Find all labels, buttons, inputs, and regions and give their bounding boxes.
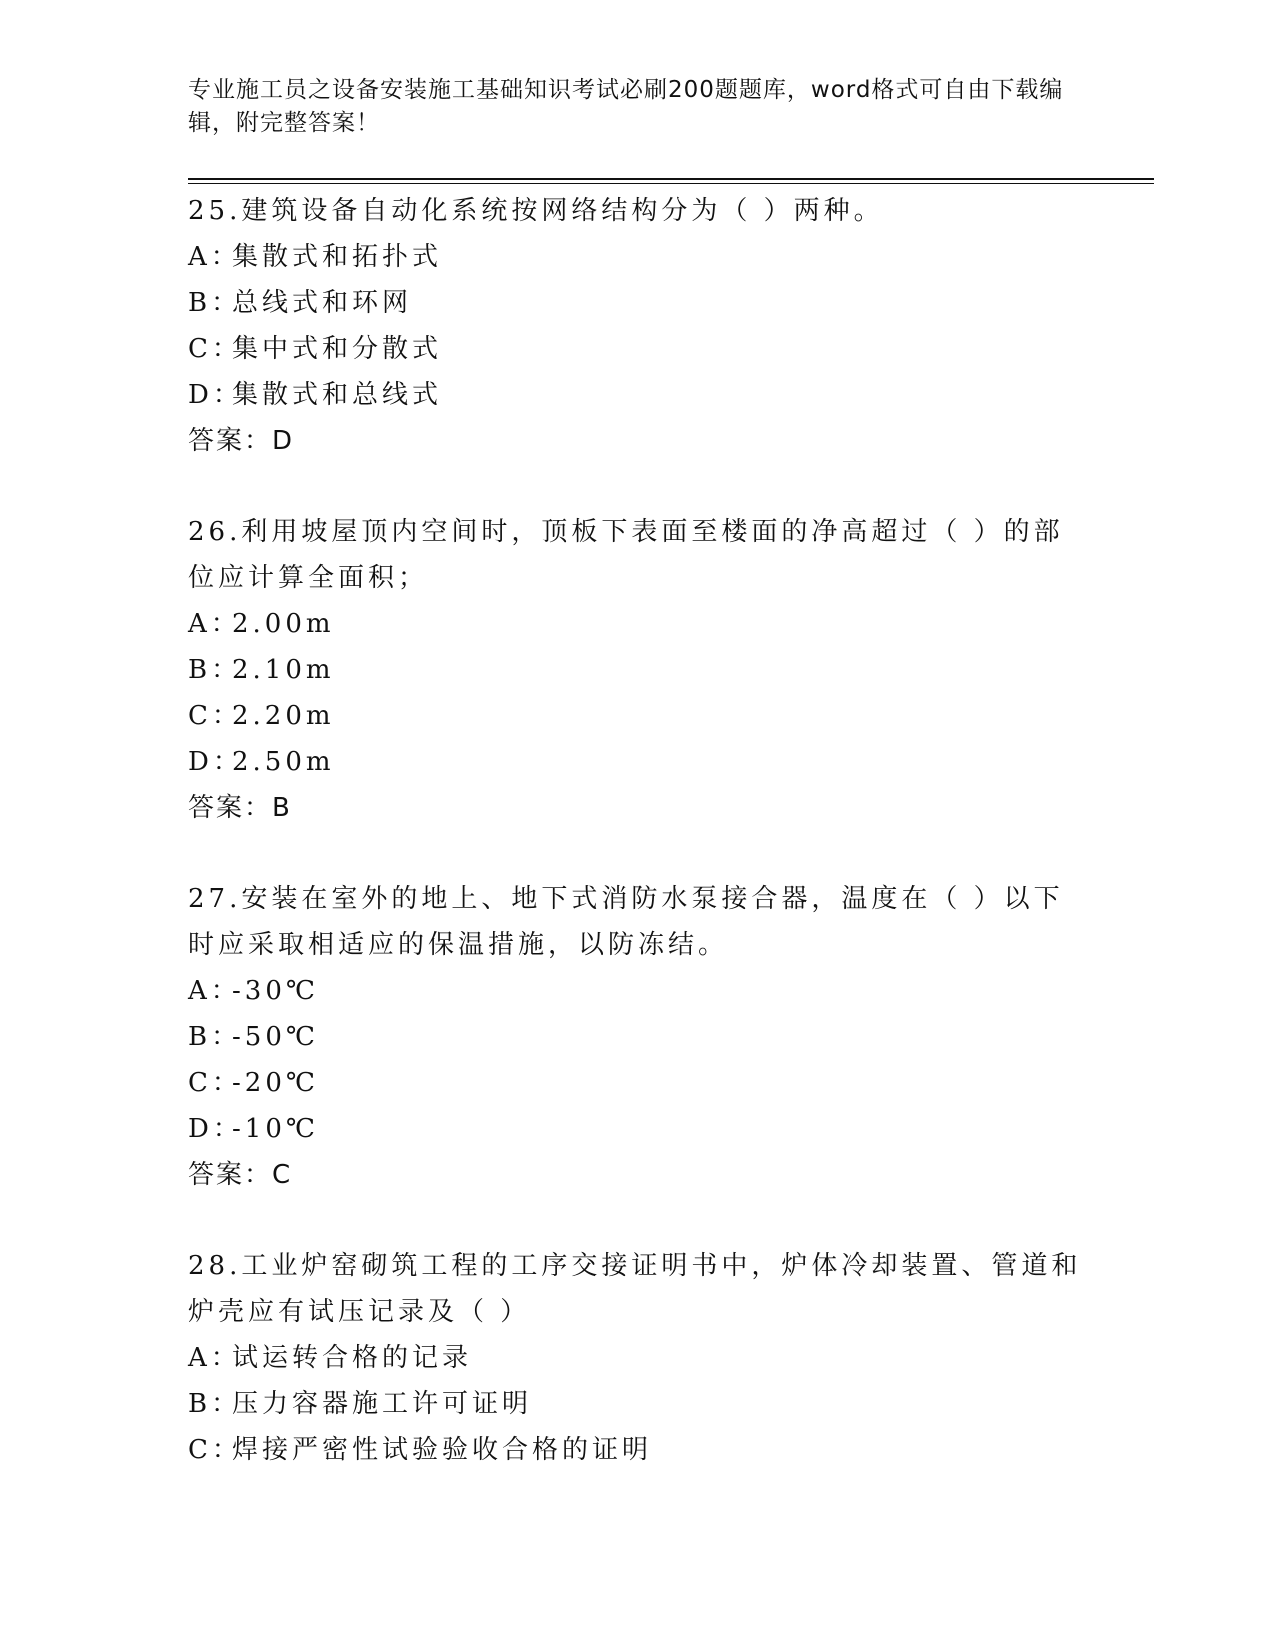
option-d [188, 372, 1088, 418]
option-letter: B： [188, 655, 242, 685]
option-letter: B： [188, 1022, 242, 1052]
option-text: 2.20m [232, 701, 335, 731]
option-letter: C： [188, 701, 242, 731]
option-a [188, 234, 1088, 280]
option-a [188, 601, 1088, 647]
option-b [188, 280, 1088, 326]
option-letter: C： [188, 334, 242, 364]
option-a [188, 968, 1088, 1014]
answer-label: 答案：C [188, 1160, 293, 1190]
option-text: 试运转合格的记录 [232, 1343, 473, 1373]
document-header: 专业施工员之设备安装施工基础知识考试必刷200题题库，word格式可自由下载编辑，附完整答案！ [188, 77, 1064, 136]
question-26 [188, 509, 1088, 831]
option-letter: A： [188, 976, 241, 1006]
option-text: 2.10m [232, 655, 335, 685]
question-28 [188, 1243, 1088, 1473]
option-letter: B： [188, 1389, 242, 1419]
option-text: 集散式和拓扑式 [232, 242, 443, 272]
header-divider-thick [188, 178, 1154, 180]
question-text: 25.建筑设备自动化系统按网络结构分为（ ）两种。 [188, 196, 884, 226]
option-c [188, 326, 1088, 372]
option-c [188, 1427, 1088, 1473]
option-b [188, 647, 1088, 693]
option-letter: D： [188, 380, 243, 410]
option-text: 2.50m [232, 747, 335, 777]
option-d [188, 739, 1088, 785]
option-text: 集中式和分散式 [232, 334, 443, 364]
option-b [188, 1014, 1088, 1060]
option-c [188, 1060, 1088, 1106]
option-text: 压力容器施工许可证明 [232, 1389, 533, 1419]
question-list [188, 188, 1088, 1518]
option-c [188, 693, 1088, 739]
question-27 [188, 876, 1088, 1198]
question-25 [188, 188, 1088, 464]
option-text: 集散式和总线式 [232, 380, 443, 410]
question-text: 27.安装在室外的地上、地下式消防水泵接合器，温度在（ ）以下时应采取相适应的保温措施，以防冻结。 [188, 884, 1064, 960]
option-letter: C： [188, 1068, 242, 1098]
option-a [188, 1335, 1088, 1381]
option-letter: C： [188, 1435, 242, 1465]
option-letter: D： [188, 1114, 243, 1144]
option-letter: B： [188, 288, 242, 318]
option-letter: D： [188, 747, 243, 777]
option-text: -50℃ [232, 1022, 319, 1052]
header-divider-thin [188, 183, 1154, 184]
answer-label: 答案：D [188, 426, 295, 456]
answer-label: 答案：B [188, 793, 292, 823]
option-text: -20℃ [232, 1068, 319, 1098]
option-letter: A： [188, 1343, 241, 1373]
option-b [188, 1381, 1088, 1427]
option-text: 2.00m [232, 609, 335, 639]
option-text: -10℃ [232, 1114, 319, 1144]
option-letter: A： [188, 609, 241, 639]
option-d [188, 1106, 1088, 1152]
option-text: 焊接严密性试验验收合格的证明 [232, 1435, 653, 1465]
option-text: 总线式和环网 [232, 288, 413, 318]
option-letter: A： [188, 242, 241, 272]
question-text: 26.利用坡屋顶内空间时，顶板下表面至楼面的净高超过（ ）的部位应计算全面积； [188, 517, 1064, 593]
option-text: -30℃ [232, 976, 319, 1006]
question-text: 28.工业炉窑砌筑工程的工序交接证明书中，炉体冷却装置、管道和炉壳应有试压记录及（ ） [188, 1251, 1082, 1327]
